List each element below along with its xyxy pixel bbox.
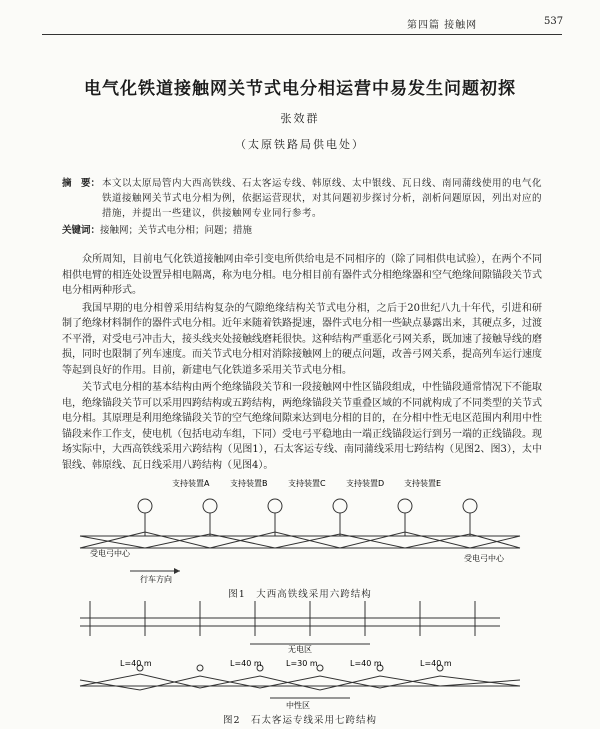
header-rule [42, 34, 562, 35]
page-title: 电气化铁道接触网关节式电分相运营中易发生问题初探 [84, 79, 516, 99]
body-text [62, 252, 542, 475]
author: 张效群 [280, 112, 320, 125]
figure-1-caption: 图1 大西高铁线采用六跨结构 [228, 589, 372, 600]
paragraph: 我国早期的电分相曾采用结构复杂的气隙绝缘结构关节式电分相，之后于20世纪八九十年代，引进和研制了绝缘材料制作的器件式电分相。近年来随着铁路提速，器件式电分相一些缺点暴露出来，其硬点多，过渡不平滑，对受电弓冲击大，接头线夹处接触线磨耗很快。这种结构严重恶化弓网关系，既加速了接触导线的磨损，同时也限制了列车速度。而关节式电分相对消除接触网上的硬点问题，改善弓网关系，提高列车运行速度等起到良好的作用。目前，新建电气化铁道多采用关节式电分相。 [62, 302, 542, 376]
keywords-label: 关键词： [62, 225, 101, 236]
abstract-text: 本文以太原局管内大西高铁线、石太客运专线、韩原线、太中银线、瓦日线、南同蒲线使用的电气化铁道接触网关节式电分相为例，依据运营现状，对其问题初步探讨分析，剖析问题原因，列出对应的措施，并提出一些建议，供接触网专业同行参考。 [102, 178, 543, 219]
paragraph: 关节式电分相的基本结构由两个绝缘锚段关节和一段接触网中性区锚段组成，中性锚段通常情况下不能取电，绝缘锚段关节可以采用四跨结构或五跨结构，两绝缘锚段关节重叠区域的不同就构成了不同类型的关节式电分相。其原理是利用绝缘锚段关节的空气绝缘间隙来达到电分相的目的，在分相中性无电区范围内利用中性锚段来作工作支，使电机（包括电动车组，下同）受电弓平稳地由一端正线锚段运行到另一端的正线锚段。现场实际中，大西高铁线采用六跨结构（见图1），石太客运专线、南同蒲线采用七跨结构（见图2、图3），太中银线、韩原线、瓦日线采用八跨结构（见图4）。 [62, 382, 542, 471]
figure-2-caption: 图2 石太客运专线采用七跨结构 [222, 715, 378, 726]
support-label: 支持装置A [172, 479, 210, 488]
keywords [62, 222, 542, 236]
support-label: 支持装置E [404, 479, 442, 488]
abstract-label: 摘 要： [62, 178, 101, 189]
page-number: 537 [544, 16, 564, 27]
span-label: L=40 m [350, 659, 382, 668]
paragraph: 众所周知，目前电气化铁道接触网由牵引变电所供给电是不同相序的（除了同相供电试验），在两个不同相供电臂的相连处设置异相电隔离，称为电分相。电分相目前有器件式分相绝缘器和空气绝缘间隙锚段关节式电分相两种形式。 [62, 254, 542, 296]
support-label: 支持装置C [288, 479, 326, 488]
dead-zone-label: 无电区 [288, 645, 312, 654]
abstract [62, 176, 542, 221]
span-label: L=40 m [420, 659, 452, 668]
keywords-text: 接触网；关节式电分相；问题；措施 [100, 225, 253, 236]
span-label: L=40 m [230, 659, 262, 668]
figure-1-diagram [60, 476, 540, 584]
running-header [0, 14, 600, 32]
figure-2-diagram [60, 596, 540, 711]
direction-label: 行车方向 [140, 575, 172, 584]
pantograph-center-label: 受电弓中心 [464, 554, 504, 563]
neutral-zone-label: 中性区 [286, 701, 310, 710]
support-label: 支持装置B [230, 479, 268, 488]
affiliation: （太原铁路局供电处） [235, 138, 365, 151]
support-label: 支持装置D [346, 479, 385, 488]
support-pole [138, 499, 477, 536]
span-label: L=40 m [120, 659, 152, 668]
span-label: L=30 m [286, 659, 318, 668]
section-label: 第四篇 接触网 [407, 20, 478, 31]
pantograph-center-label: 受电弓中心 [90, 549, 130, 558]
